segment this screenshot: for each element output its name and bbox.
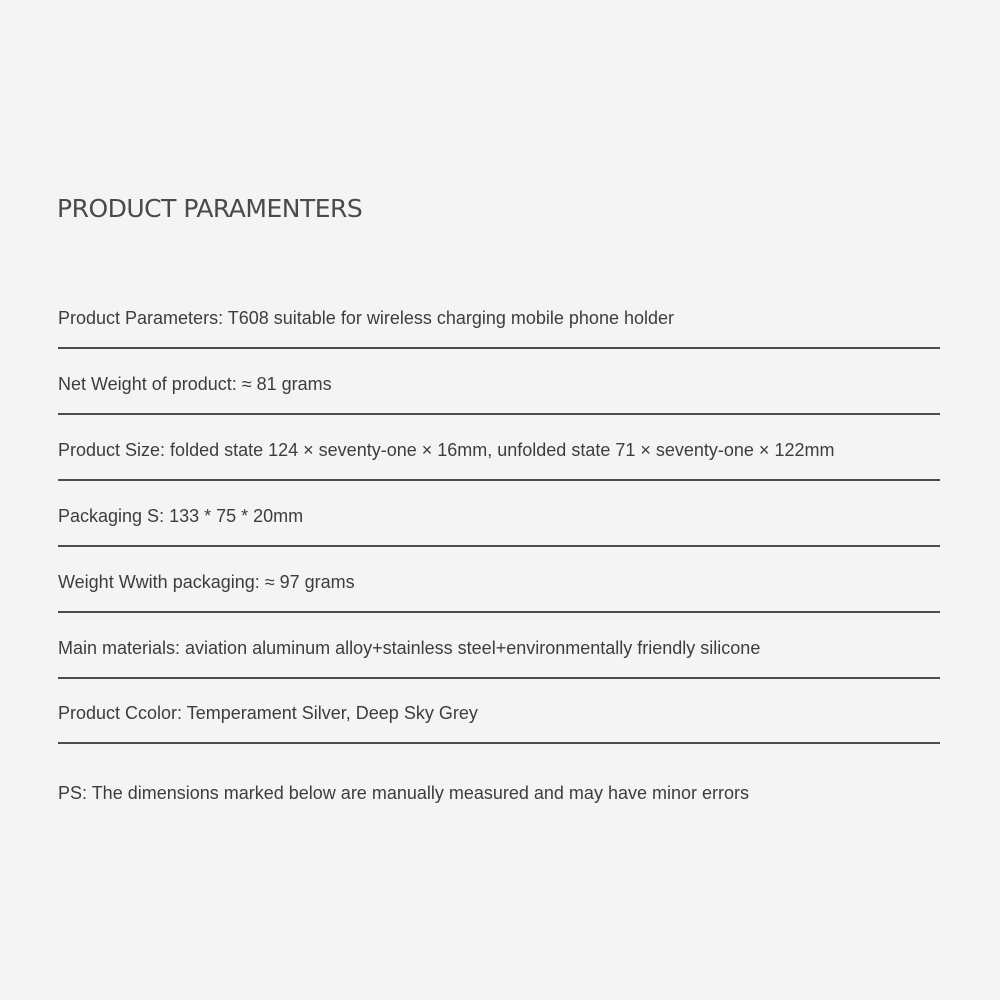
param-text: Product Parameters: T608 suitable for wireless charging mobile phone holder	[58, 308, 674, 328]
param-text: Packaging S: 133 * 75 * 20mm	[58, 506, 304, 526]
param-row-size	[58, 439, 940, 481]
param-text: Product Ccolor: Temperament Silver, Deep Sky Grey	[58, 703, 478, 723]
param-row-gross-weight	[58, 571, 940, 613]
measurement-note: PS: The dimensions marked below are manually measured and may have minor errors	[58, 783, 749, 803]
param-text: Net Weight of product: ≈ 81 grams	[58, 374, 332, 394]
param-text: Weight Wwith packaging: ≈ 97 grams	[58, 572, 355, 592]
param-text: Main materials: aviation aluminum alloy+stainless steel+environmentally friendly silicone	[58, 638, 761, 658]
param-row-parameters	[58, 307, 940, 349]
param-text: Product Size: folded state 124 × seventy-one × 16mm, unfolded state 71 × seventy-one × 122mm	[58, 440, 835, 460]
page-title: PRODUCT PARAMENTERS	[57, 194, 363, 223]
param-row-net-weight	[58, 373, 940, 415]
param-row-packaging	[58, 505, 940, 547]
param-row-materials	[58, 637, 940, 679]
param-row-color	[58, 702, 940, 744]
